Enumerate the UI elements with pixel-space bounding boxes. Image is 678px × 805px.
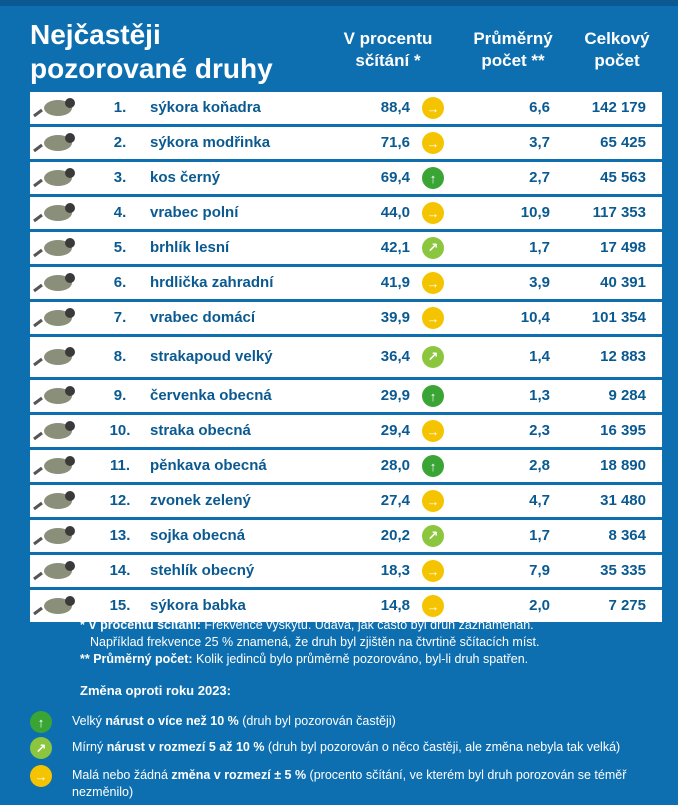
bird-image xyxy=(30,197,86,229)
percent-value: 69,4 xyxy=(380,169,410,186)
page-title xyxy=(30,18,273,86)
arrow-up-icon: ↑ xyxy=(422,167,444,189)
row-rank: 12. xyxy=(109,492,131,509)
total-count: 35 335 xyxy=(600,562,646,579)
arrow-right-icon: → xyxy=(422,595,444,617)
species-name: stehlík obecný xyxy=(150,562,255,579)
title-line-1: Nejčastěji xyxy=(30,19,161,50)
bird-image xyxy=(30,485,86,517)
bird-image xyxy=(30,92,86,124)
row-rank: 13. xyxy=(109,527,131,544)
percent-value: 29,9 xyxy=(380,387,410,404)
legend-diag-text: Mírný nárust v rozmezí 5 až 10 % (druh byl pozorován o něco častěji, ale změna nebyla tak velká) xyxy=(72,740,621,754)
bird-image xyxy=(30,415,86,447)
header-percent-line2: sčítání * xyxy=(355,51,421,70)
arrow-right-icon: → xyxy=(422,420,444,442)
footnote-2 xyxy=(80,651,660,668)
species-table xyxy=(30,92,662,614)
bird-image xyxy=(30,337,86,377)
species-name: červenka obecná xyxy=(150,387,272,404)
arrow-right-icon: → xyxy=(422,560,444,582)
total-count: 40 391 xyxy=(600,274,646,291)
average-count: 4,7 xyxy=(529,492,550,509)
arrow-up-icon: ↑ xyxy=(422,385,444,407)
header-total xyxy=(572,28,662,72)
row-rank: 4. xyxy=(113,204,127,221)
row-rank: 6. xyxy=(113,274,127,291)
percent-value: 41,9 xyxy=(380,274,410,291)
row-rank: 5. xyxy=(113,239,127,256)
legend-flat-text: Malá nebo žádná změna v rozmezí ± 5 % (procento sčítání, ve kterém byl druh porozován se téměř nezměnilo) xyxy=(72,768,627,799)
species-name: brhlík lesní xyxy=(150,239,230,256)
average-count: 2,3 xyxy=(529,422,550,439)
row-rank: 3. xyxy=(113,169,127,186)
header-percent xyxy=(328,28,448,72)
average-count: 6,6 xyxy=(529,99,550,116)
arrow-right-icon: → xyxy=(422,202,444,224)
title-line-2: pozorované druhy xyxy=(30,53,273,84)
header-average xyxy=(458,28,568,72)
arrow-up-right-icon: ↗ xyxy=(422,346,444,368)
total-count: 117 353 xyxy=(592,204,646,221)
percent-value: 39,9 xyxy=(380,309,410,326)
table-row xyxy=(30,197,662,229)
footnote-1-term: * V procentu sčítání: xyxy=(80,618,201,632)
total-count: 9 284 xyxy=(608,387,646,404)
table-row xyxy=(30,127,662,159)
average-count: 10,9 xyxy=(520,204,550,221)
percent-value: 20,2 xyxy=(380,527,410,544)
footnote-1 xyxy=(80,617,660,634)
table-row xyxy=(30,555,662,587)
species-name: sýkora koňadra xyxy=(150,99,261,116)
table-row xyxy=(30,302,662,334)
average-count: 10,4 xyxy=(520,309,550,326)
bird-image xyxy=(30,127,86,159)
table-row xyxy=(30,337,662,377)
bird-image xyxy=(30,302,86,334)
species-name: vrabec domácí xyxy=(150,309,256,326)
table-row xyxy=(30,450,662,482)
footnote-2-term: ** Průměrný počet: xyxy=(80,652,193,666)
row-rank: 1. xyxy=(113,99,127,116)
bird-image xyxy=(30,555,86,587)
row-rank: 2. xyxy=(113,134,127,151)
percent-value: 71,6 xyxy=(380,134,410,151)
table-row xyxy=(30,415,662,447)
bird-image xyxy=(30,520,86,552)
percent-value: 27,4 xyxy=(380,492,410,509)
arrow-right-icon: → xyxy=(422,307,444,329)
average-count: 1,7 xyxy=(529,239,550,256)
species-name: pěnkava obecná xyxy=(150,457,267,474)
arrow-right-icon: → xyxy=(422,272,444,294)
total-count: 7 275 xyxy=(608,597,646,614)
arrow-up-right-icon: ↗ xyxy=(30,737,52,759)
percent-value: 88,4 xyxy=(380,99,410,116)
table-row xyxy=(30,92,662,124)
total-count: 16 395 xyxy=(600,422,646,439)
average-count: 2,7 xyxy=(529,169,550,186)
species-name: strakapoud velký xyxy=(150,348,273,365)
average-count: 1,7 xyxy=(529,527,550,544)
footnotes xyxy=(80,617,660,668)
bird-image xyxy=(30,380,86,412)
average-count: 3,9 xyxy=(529,274,550,291)
arrow-up-icon: ↑ xyxy=(422,455,444,477)
table-row xyxy=(30,380,662,412)
percent-value: 36,4 xyxy=(380,348,410,365)
row-rank: 8. xyxy=(113,348,127,365)
arrow-up-icon: ↑ xyxy=(30,711,52,733)
header-average-line2: počet ** xyxy=(481,51,545,70)
header-total-line1: Celkový xyxy=(584,29,650,48)
row-rank: 7. xyxy=(113,309,127,326)
average-count: 3,7 xyxy=(529,134,550,151)
bird-image xyxy=(30,590,86,622)
total-count: 101 354 xyxy=(591,309,646,326)
legend-up-text: Velký nárust o více než 10 % (druh byl pozorován častěji) xyxy=(72,714,396,728)
species-name: straka obecná xyxy=(150,422,251,439)
top-bar xyxy=(0,0,678,6)
species-name: kos černý xyxy=(150,169,221,186)
average-count: 1,4 xyxy=(529,348,550,365)
total-count: 18 890 xyxy=(600,457,646,474)
row-rank: 15. xyxy=(109,597,131,614)
total-count: 31 480 xyxy=(600,492,646,509)
arrow-right-icon: → xyxy=(422,490,444,512)
footnote-1-example: Například frekvence 25 % znamená, že druh byl zjištěn na čtvrtině sčítacích míst. xyxy=(90,635,540,649)
species-name: vrabec polní xyxy=(150,204,239,221)
percent-value: 14,8 xyxy=(380,597,410,614)
bird-image xyxy=(30,232,86,264)
footnote-2-text: Kolik jedinců bylo průměrně pozorováno, byl-li druh spatřen. xyxy=(192,652,529,666)
footnote-1-text: Frekvence výskytu. Udává, jak často byl druh zaznamenán. xyxy=(200,618,534,632)
table-row xyxy=(30,520,662,552)
row-rank: 14. xyxy=(109,562,131,579)
row-rank: 11. xyxy=(109,457,131,474)
percent-value: 29,4 xyxy=(380,422,410,439)
species-name: sojka obecná xyxy=(150,527,246,544)
average-count: 2,8 xyxy=(529,457,550,474)
total-count: 65 425 xyxy=(600,134,646,151)
percent-value: 42,1 xyxy=(380,239,410,256)
species-name: hrdlička zahradní xyxy=(150,274,274,291)
total-count: 142 179 xyxy=(591,99,646,116)
percent-value: 44,0 xyxy=(380,204,410,221)
table-row xyxy=(30,485,662,517)
header-total-line2: počet xyxy=(594,51,640,70)
header-average-line1: Průměrný xyxy=(473,29,553,48)
percent-value: 18,3 xyxy=(380,562,410,579)
bird-image xyxy=(30,162,86,194)
arrow-right-icon: → xyxy=(30,765,52,787)
table-row xyxy=(30,232,662,264)
row-rank: 9. xyxy=(113,387,127,404)
average-count: 1,3 xyxy=(529,387,550,404)
total-count: 17 498 xyxy=(600,239,646,256)
table-row xyxy=(30,267,662,299)
arrow-up-right-icon: ↗ xyxy=(422,237,444,259)
table-row xyxy=(30,162,662,194)
bird-image xyxy=(30,450,86,482)
species-name: sýkora modřinka xyxy=(150,134,271,151)
species-name: zvonek zelený xyxy=(150,492,251,509)
average-count: 7,9 xyxy=(529,562,550,579)
total-count: 8 364 xyxy=(608,527,646,544)
total-count: 12 883 xyxy=(600,348,646,365)
arrow-right-icon: → xyxy=(422,97,444,119)
header-percent-line1: V procentu xyxy=(343,29,433,48)
species-name: sýkora babka xyxy=(150,597,246,614)
total-count: 45 563 xyxy=(600,169,646,186)
percent-value: 28,0 xyxy=(380,457,410,474)
row-rank: 10. xyxy=(109,422,131,439)
average-count: 2,0 xyxy=(529,597,550,614)
arrow-right-icon: → xyxy=(422,132,444,154)
bird-image xyxy=(30,267,86,299)
legend-title: Změna oproti roku 2023: xyxy=(80,683,231,698)
arrow-up-right-icon: ↗ xyxy=(422,525,444,547)
